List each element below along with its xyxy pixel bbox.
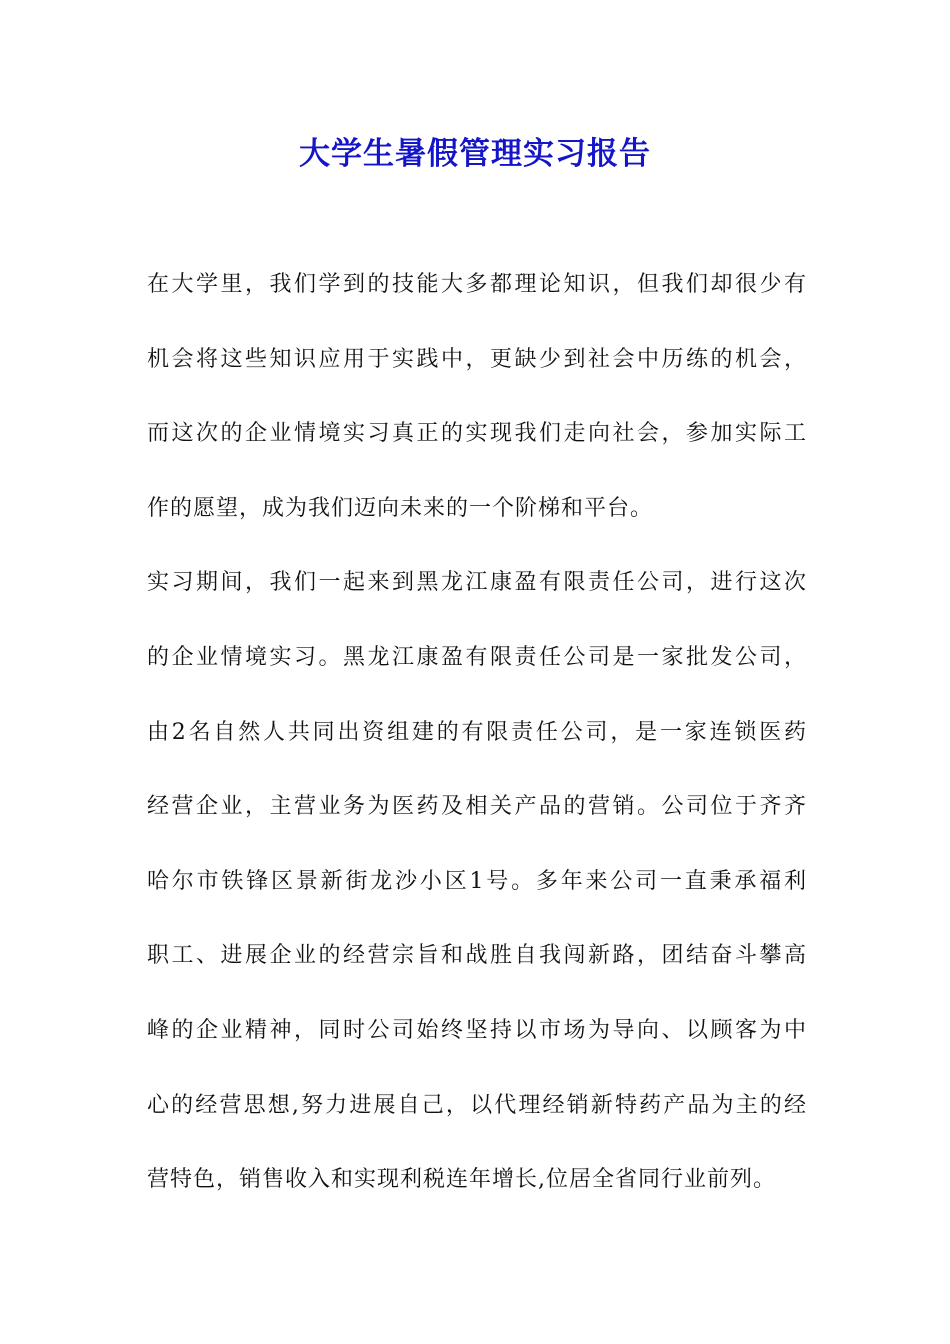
paragraph-2-line-5: 哈尔市铁锋区景新街龙沙小区1号。多年来公司一直秉承福利	[147, 868, 807, 894]
paragraph-1-line-4: 作的愿望，成为我们迈向未来的一个阶梯和平台。	[147, 495, 654, 521]
paragraph-1-line-1: 在大学里，我们学到的技能大多都理论知识，但我们却很少有	[147, 272, 807, 297]
document-body	[147, 262, 807, 1232]
paragraph-2-line-4: 经营企业，主营业务为医药及相关产品的营销。公司位于齐齐	[147, 794, 807, 820]
paragraph-2-line-2: 的企业情境实习。黑龙江康盈有限责任公司是一家批发公司，	[147, 644, 807, 670]
paragraph-2-line-8: 心的经营思想,努力进展自己，以代理经销新特药产品为主的经	[147, 1092, 807, 1118]
paragraph-2-line-3: 由2名自然人共同出资组建的有限责任公司，是一家连锁医药	[147, 719, 807, 745]
paragraph-2-line-9: 营特色，销售收入和实现利税连年增长,位居全省同行业前列。	[147, 1167, 776, 1193]
paragraph-1-line-3: 而这次的企业情境实习真正的实现我们走向社会，参加实际工	[147, 421, 807, 447]
paragraph-2-line-7: 峰的企业精神，同时公司始终坚持以市场为导向、以顾客为中	[147, 1017, 807, 1043]
paragraph-2-line-1: 实习期间，我们一起来到黑龙江康盈有限责任公司，进行这次	[147, 570, 807, 596]
paragraph-2-line-6: 职工、进展企业的经营宗旨和战胜自我闯新路，团结奋斗攀高	[147, 943, 807, 969]
document-title: 大学生暑假管理实习报告	[299, 136, 651, 172]
paragraph-1-line-2: 机会将这些知识应用于实践中，更缺少到社会中历练的机会，	[147, 346, 807, 372]
